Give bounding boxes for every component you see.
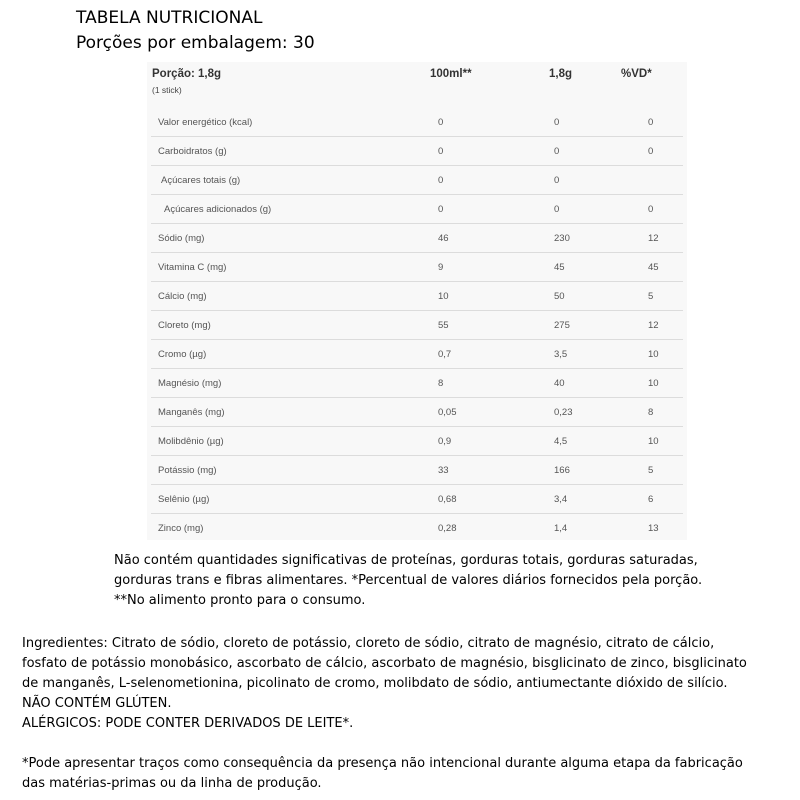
ingredients-line: fosfato de potássio monobásico, ascorbato de cálcio, ascorbato de magnésio, bisglicinato de zinco, bisglicinato xyxy=(22,656,747,671)
per-portion-value: 0,23 xyxy=(554,407,573,418)
table-row xyxy=(147,514,687,543)
per-100ml-value: 33 xyxy=(438,465,449,476)
nutrient-name: Vitamina C (mg) xyxy=(158,262,227,273)
table-row xyxy=(147,427,687,456)
gluten-statement: NÃO CONTÉM GLÚTEN. xyxy=(22,696,172,711)
per-portion-value: 275 xyxy=(554,320,570,331)
table-footnotes xyxy=(114,551,794,611)
blank-line xyxy=(22,734,797,754)
footnote-line: gorduras trans e fibras alimentares. *Percentual de valores diários fornecidos pela porção. xyxy=(114,573,703,588)
per-100ml-value: 8 xyxy=(438,378,444,389)
vd-value: 10 xyxy=(648,349,659,360)
per-portion-value: 4,5 xyxy=(554,436,568,447)
vd-value: 13 xyxy=(648,523,659,534)
vd-value: 12 xyxy=(648,320,659,331)
table-row xyxy=(147,108,687,137)
col-vd-header: %VD* xyxy=(621,68,652,80)
per-portion-value: 1,4 xyxy=(554,523,568,534)
per-100ml-value: 0,9 xyxy=(438,436,452,447)
vd-value: 6 xyxy=(648,494,654,505)
nutrient-name: Carboidratos (g) xyxy=(158,146,227,157)
per-portion-value: 40 xyxy=(554,378,565,389)
vd-value: 10 xyxy=(648,378,659,389)
per-100ml-value: 0 xyxy=(438,146,444,157)
ingredients-line: de manganês, L-selenometionina, picolinato de cromo, molibdato de sódio, antiumectante dióxido de silício. xyxy=(22,676,728,691)
table-row xyxy=(147,282,687,311)
col-portion-amount-header: 1,8g xyxy=(549,68,573,80)
nutrient-name: Zinco (mg) xyxy=(158,523,204,534)
table-header xyxy=(147,62,687,106)
nutrient-name: Valor energético (kcal) xyxy=(158,117,253,128)
footnote-line: Não contém quantidades significativas de proteínas, gorduras totais, gorduras saturadas, xyxy=(114,553,698,568)
table-row xyxy=(147,137,687,166)
per-portion-value: 0 xyxy=(554,204,560,215)
nutrient-name: Selênio (µg) xyxy=(158,494,210,505)
nutrient-name: Magnésio (mg) xyxy=(158,378,222,389)
vd-value: 5 xyxy=(648,291,654,302)
per-100ml-value: 0,68 xyxy=(438,494,457,505)
per-portion-value: 166 xyxy=(554,465,570,476)
vd-value: 0 xyxy=(648,117,654,128)
vd-value: 12 xyxy=(648,233,659,244)
vd-value: 0 xyxy=(648,146,654,157)
per-100ml-value: 0,05 xyxy=(438,407,457,418)
vd-value: 10 xyxy=(648,436,659,447)
nutrient-name: Manganês (mg) xyxy=(158,407,225,418)
page-title: TABELA NUTRICIONAL xyxy=(76,8,263,28)
vd-value: 45 xyxy=(648,262,659,273)
table-row xyxy=(147,398,687,427)
per-portion-value: 0 xyxy=(554,175,560,186)
table-row xyxy=(147,195,687,224)
per-100ml-value: 0,7 xyxy=(438,349,452,360)
per-100ml-value: 55 xyxy=(438,320,449,331)
col-portion-header: Porção: 1,8g xyxy=(152,68,222,80)
trace-warning-line: *Pode apresentar traços como consequência da presença não intencional durante alguma etapa da fabricação xyxy=(22,756,743,771)
nutrient-name: Açúcares totais (g) xyxy=(161,175,241,186)
nutrient-name: Cloreto (mg) xyxy=(158,320,211,331)
per-portion-value: 45 xyxy=(554,262,565,273)
vd-value: 0 xyxy=(648,204,654,215)
table-row xyxy=(147,311,687,340)
per-portion-value: 3,5 xyxy=(554,349,568,360)
page-header xyxy=(76,6,315,56)
footnote-line: **No alimento pronto para o consumo. xyxy=(114,593,366,608)
ingredients-line: Ingredientes: Citrato de sódio, cloreto de potássio, cloreto de sódio, citrato de magnésio, citrato de cálcio, xyxy=(22,636,715,651)
trace-warning-line: das matérias-primas ou da linha de produção. xyxy=(22,776,322,791)
per-portion-value: 0 xyxy=(554,117,560,128)
nutrient-name: Molibdênio (µg) xyxy=(158,436,224,447)
per-portion-value: 50 xyxy=(554,291,565,302)
table-row xyxy=(147,340,687,369)
nutrient-name: Cálcio (mg) xyxy=(158,291,207,302)
table-row xyxy=(147,369,687,398)
per-100ml-value: 46 xyxy=(438,233,449,244)
vd-value: 5 xyxy=(648,465,654,476)
per-100ml-value: 0,28 xyxy=(438,523,457,534)
per-100ml-value: 0 xyxy=(438,117,444,128)
table-row xyxy=(147,456,687,485)
servings-per-package: Porções por embalagem: 30 xyxy=(76,33,315,53)
per-100ml-value: 0 xyxy=(438,204,444,215)
table-row xyxy=(147,485,687,514)
table-row xyxy=(147,224,687,253)
per-100ml-value: 0 xyxy=(438,175,444,186)
nutrient-name: Sódio (mg) xyxy=(158,233,205,244)
portion-note: (1 stick) xyxy=(152,85,182,95)
per-portion-value: 0 xyxy=(554,146,560,157)
col-100ml-header: 100ml** xyxy=(430,68,472,80)
ingredients-section xyxy=(22,634,797,794)
per-100ml-value: 10 xyxy=(438,291,449,302)
per-portion-value: 230 xyxy=(554,233,570,244)
table-row xyxy=(147,253,687,282)
allergen-statement: ALÉRGICOS: PODE CONTER DERIVADOS DE LEITE*. xyxy=(22,716,354,731)
nutrient-name: Potássio (mg) xyxy=(158,465,217,476)
table-row xyxy=(147,166,687,195)
per-100ml-value: 9 xyxy=(438,262,444,273)
nutrient-name: Açúcares adicionados (g) xyxy=(164,204,272,215)
nutrition-table xyxy=(147,62,687,540)
per-portion-value: 3,4 xyxy=(554,494,568,505)
nutrient-name: Cromo (µg) xyxy=(158,349,207,360)
vd-value: 8 xyxy=(648,407,654,418)
